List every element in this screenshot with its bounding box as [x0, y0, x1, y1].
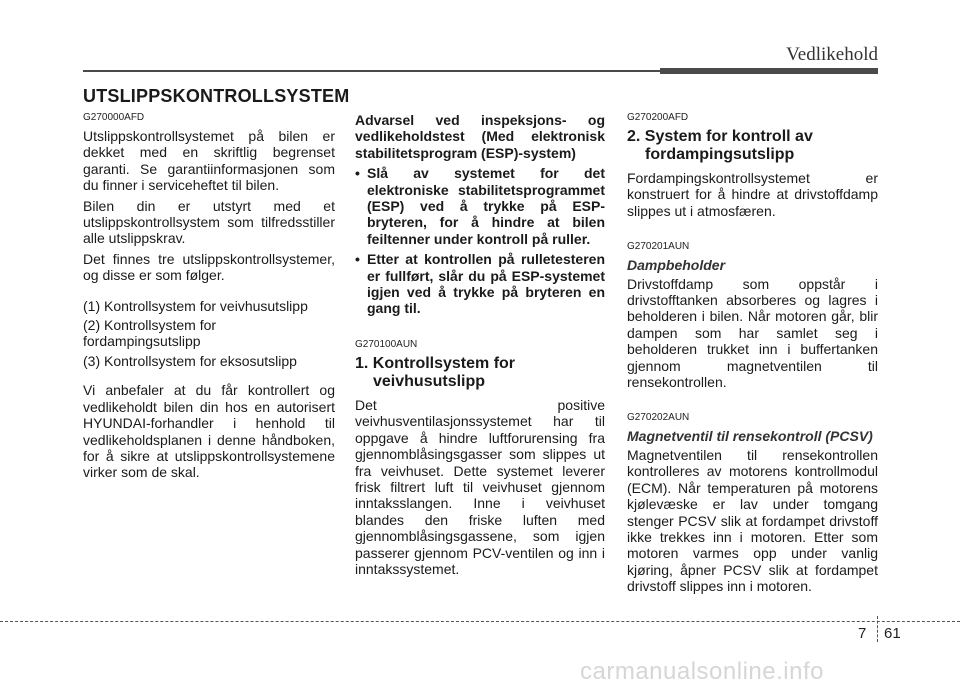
- reference-code: G270200AFD: [627, 112, 689, 123]
- paragraph: Drivstoffdamp som oppstår i drivstofftanken absorberes og lagres i beholderen i bilen. Når motoren går, blir dampen som har samlet seg i beholderen trukket inn i buffertanken gjennom magnetventilen til rensekontrollen.: [627, 275, 878, 391]
- reference-code: G270201AUN: [627, 241, 690, 253]
- list-item: (1) Kontrollsystem for veivhusutslipp: [83, 297, 308, 314]
- heading-line: 2. System for kontroll av: [627, 128, 813, 145]
- bullet-icon: •: [355, 165, 360, 182]
- paragraph: Det positive veivhusventilasjonssystemet har til oppgave å hindre luftforurensing fra gjennomblåsingsgasser som slippes ut fra veivhuset. Dette systemet leverer frisk filtrert luft til veivhuset gjennom inntaksslangen. Inne i veivhuset blandes den friske luften med gjennomblåsingsgassene, som igjen passerer gjennom PCV-ventilen og inn i inntakssystemet.: [355, 396, 605, 577]
- section-heading: [627, 128, 878, 164]
- section-heading: [355, 355, 605, 391]
- reference-code: G270202AUN: [627, 412, 690, 424]
- list-item: (3) Kontrollsystem for eksosutslipp: [83, 352, 297, 369]
- paragraph: Utslippskontrollsystemet på bilen er dekket med en skriftlig begrenset garanti. Se garantiinformasjonen som du finner i serviceheftet til bilen.: [83, 128, 335, 194]
- column-3: [627, 112, 878, 599]
- chapter-title: Vedlikehold: [786, 44, 878, 65]
- paragraph: Vi anbefaler at du får kontrollert og vedlikeholdt bilen din hos en autorisert HYUNDAI-forhandler i henhold til vedlikeholdsplanen i denne håndboken, for å sikre at utslippskontrollsystemene virker som de skal.: [83, 382, 335, 481]
- subheading: Dampbeholder: [627, 257, 726, 274]
- footer-divider: [877, 616, 879, 642]
- bullet-text: Etter at kontrollen på rulletesteren er fullført, slår du på ESP-systemet igjen ved å trykke på bryteren en gang til.: [367, 251, 605, 317]
- header-bar: [660, 68, 878, 74]
- column-1: [83, 112, 335, 485]
- reference-code: G270000AFD: [83, 112, 145, 123]
- section-title: UTSLIPPSKONTROLLSYSTEM: [83, 86, 350, 106]
- chapter-number: 7: [858, 625, 867, 642]
- paragraph: Det finnes tre utslippskontrollsystemer, og disse er som følger.: [83, 250, 335, 284]
- subheading: Magnetventil til rensekontroll (PCSV): [627, 428, 873, 445]
- warning-title: Advarsel ved inspeksjons- og vedlikeholdstest (Med elektronisk stabilitetsprogram (ESP)-system): [355, 112, 605, 161]
- heading-line: veivhusutslipp: [373, 372, 486, 390]
- heading-line: fordampingsutslipp: [645, 146, 795, 163]
- list-item: (2) Kontrollsystem for fordampingsutslipp: [83, 317, 217, 350]
- header-rule: [83, 70, 660, 72]
- page-number: 61: [884, 625, 901, 642]
- reference-code: G270100AUN: [355, 338, 418, 350]
- bullet-icon: •: [355, 251, 360, 268]
- column-2: [355, 112, 605, 581]
- paragraph: Bilen din er utstyrt med et utslippskontrollsystem som tilfredsstiller alle utslippskrav.: [83, 197, 335, 247]
- paragraph: Fordampingskontrollsystemet er konstruert for å hindre at drivstoffdamp slippes ut i atmosfæren.: [627, 170, 878, 219]
- watermark: carmanualsonline.info: [580, 658, 824, 685]
- warning-bullet: [355, 251, 605, 317]
- footer-rule: [0, 621, 960, 622]
- heading-line: 1. Kontrollsystem for: [355, 354, 516, 372]
- bullet-text: Slå av systemet for det elektroniske stabilitetsprogrammet (ESP) ved å trykke på ESP-bryteren, for å hindre at bilen feiltenner under kontroll på ruller.: [367, 165, 605, 247]
- warning-bullet: [355, 165, 605, 247]
- paragraph: Magnetventilen til rensekontrollen kontrolleres av motorens kontrollmodul (ECM). Når temperaturen på motorens kjølevæske er lav under tomgang stenger PCSV slik at fordampet drivstoff ikke trekkes inn i motoren. Etter som motoren varmes opp under vanlig kjøring, åpner PCSV slik at fordampet drivstoff slippes inn i motoren.: [627, 446, 878, 595]
